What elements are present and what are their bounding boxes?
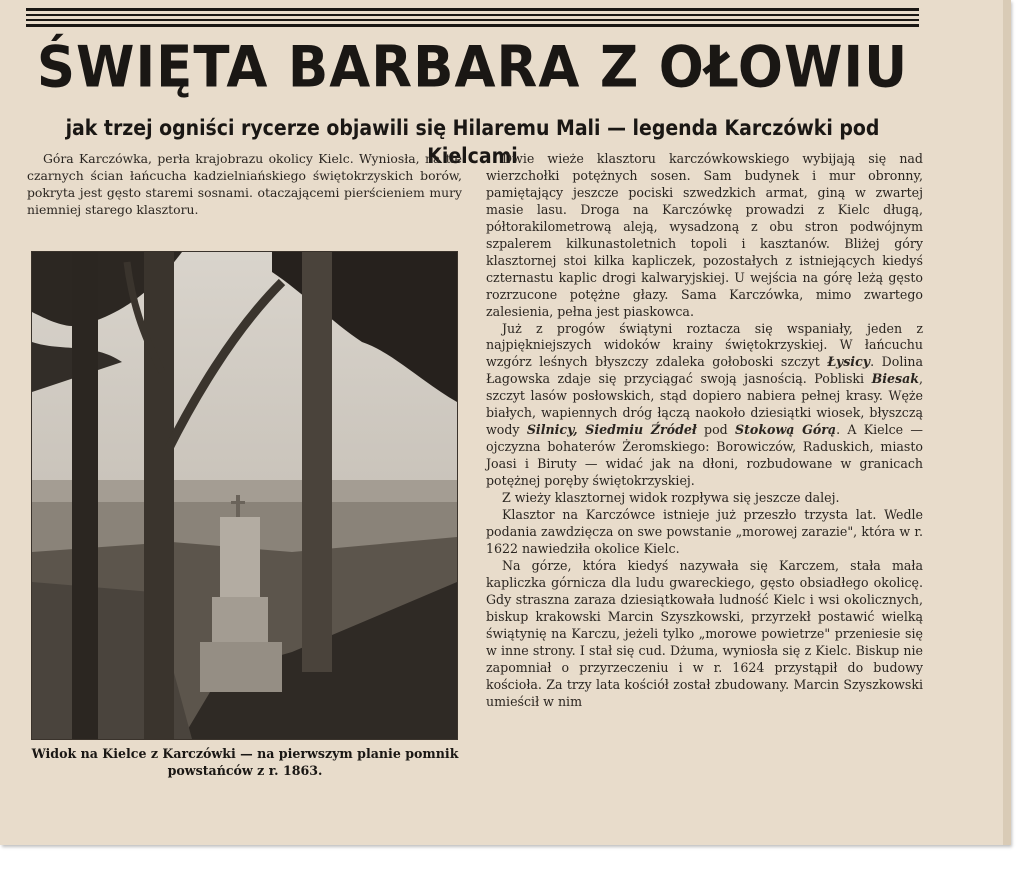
left-column [27, 151, 462, 219]
header-rule [26, 24, 919, 27]
header-rule [26, 14, 919, 16]
article-subheadline: jak trzej ogniści rycerze objawili się Hilaremu Mali — legenda Karczówki pod Kielcami [65, 116, 880, 168]
header-rule [26, 19, 919, 21]
page-edge [1003, 0, 1011, 845]
right-paragraph: Z wieży klasztornej widok rozpływa się jeszcze dalej. [502, 490, 840, 506]
header-rule [26, 8, 919, 11]
right-paragraph: Na górze, która kiedyś nazywała się Karczem, stała mała kapliczka górnicza dla ludu gwareckiego, gęsto obsiadłego okolicę. Gdy straszna zaraza dziesiątkowała ludność Kielc i wsi okolicznych, biskup krakowski Marcin Szyszkowski, przyrzekł postawić wielką świątynię na Karczu, jeżeli tylko „morowe powietrze" przeniesie się w inne strony. I stał się cud. Dżuma, wyniosła się z Kielc. Biskup nie zapomniał o przyrzeczeniu i w r. 1624 przystąpił do budowy kościoła. Za trzy lata kościół został zbudowany. Marcin Szyszkowski umieścił w nim [486, 557, 923, 709]
photo-caption: Widok na Kielce z Karczówki — na pierwszym planie pomnik powstańców z r. 1863. [31, 746, 459, 778]
left-paragraph: Góra Karczówka, perła krajobrazu okolicy Kielc. Wyniosła, na tle czarnych ścian łańcucha kadzielniańskiego świętokrzyskich borów, pokryta jest gęsto staremi sosnami. otaczającemi pierścieniem mury niemniej starego klasztoru. [27, 151, 462, 217]
right-paragraph-views: Już z progów świątyni roztacza się wspaniały, jeden z najpiękniejszych widoków krainy świętokrzyskiej. W łańcuchu wzgórz leśnych błyszczy zdaleka gołoboski szczyt Łysicy. Dolina Łagowska zdaje się przyciągać swoją jasnością. Pobliski Biesak, szczyt lasów posłowskich, stąd dopiero nabiera pełnej krasy. Węże białych, wapiennych dróg łączą naokoło dziesiątki wiosek, błyszczą wody Silnicy, Siedmiu Źródeł pod Stokową Górą. A Kielce — ojczyzna bohaterów Żeromskiego: Borowiczów, Raduskich, miasto Joasi i Biruty — widać jak na dłoni, rozbudowane w granicach potężnej poręby świętokrzyskiej. [486, 320, 923, 489]
place-name: Stokową Górą [735, 422, 837, 438]
right-paragraph: Dwie wieże klasztoru karczówkowskiego wybijają się nad wierzchołki potężnych sosen. Sam budynek i mur obronny, pamiętający jeszcze pociski szwedzkich armat, giną w zwartej masie lasu. Droga na Karczówkę prowadzi z Kielc długą, półtorakilometrową aleją, wysadzoną z obu stron podwójnym szpalerem kilkunastoletnich topoli i kasztanów. Bliżej góry klasztornej stoi kilka kapliczek, pozostałych z istniejących kiedyś czternastu kaplic drogi kalwaryjskiej. U wejścia na górę leżą gęsto rozrzucone potężne głazy. Sama Karczówka, mimo zwartego zalesienia, pełna jest piaskowca. [486, 151, 923, 319]
right-paragraph: Klasztor na Karczówce istnieje już przeszło trzysta lat. Wedle podania zawdzięcza on swe powstanie „morowej zarazie", która w r. 1622 nawiedziła okolice Kielc. [486, 507, 923, 556]
right-column [486, 151, 923, 710]
monument-and-trees-illustration [32, 252, 457, 739]
photo-karczowka-view [31, 251, 458, 740]
place-name: Biesak [871, 371, 919, 387]
place-name: Łysicy [827, 354, 871, 370]
article-headline: ŚWIĘTA BARBARA Z OŁOWIU [36, 34, 909, 101]
place-name: Silnicy, Siedmiu Źródeł [526, 422, 697, 438]
